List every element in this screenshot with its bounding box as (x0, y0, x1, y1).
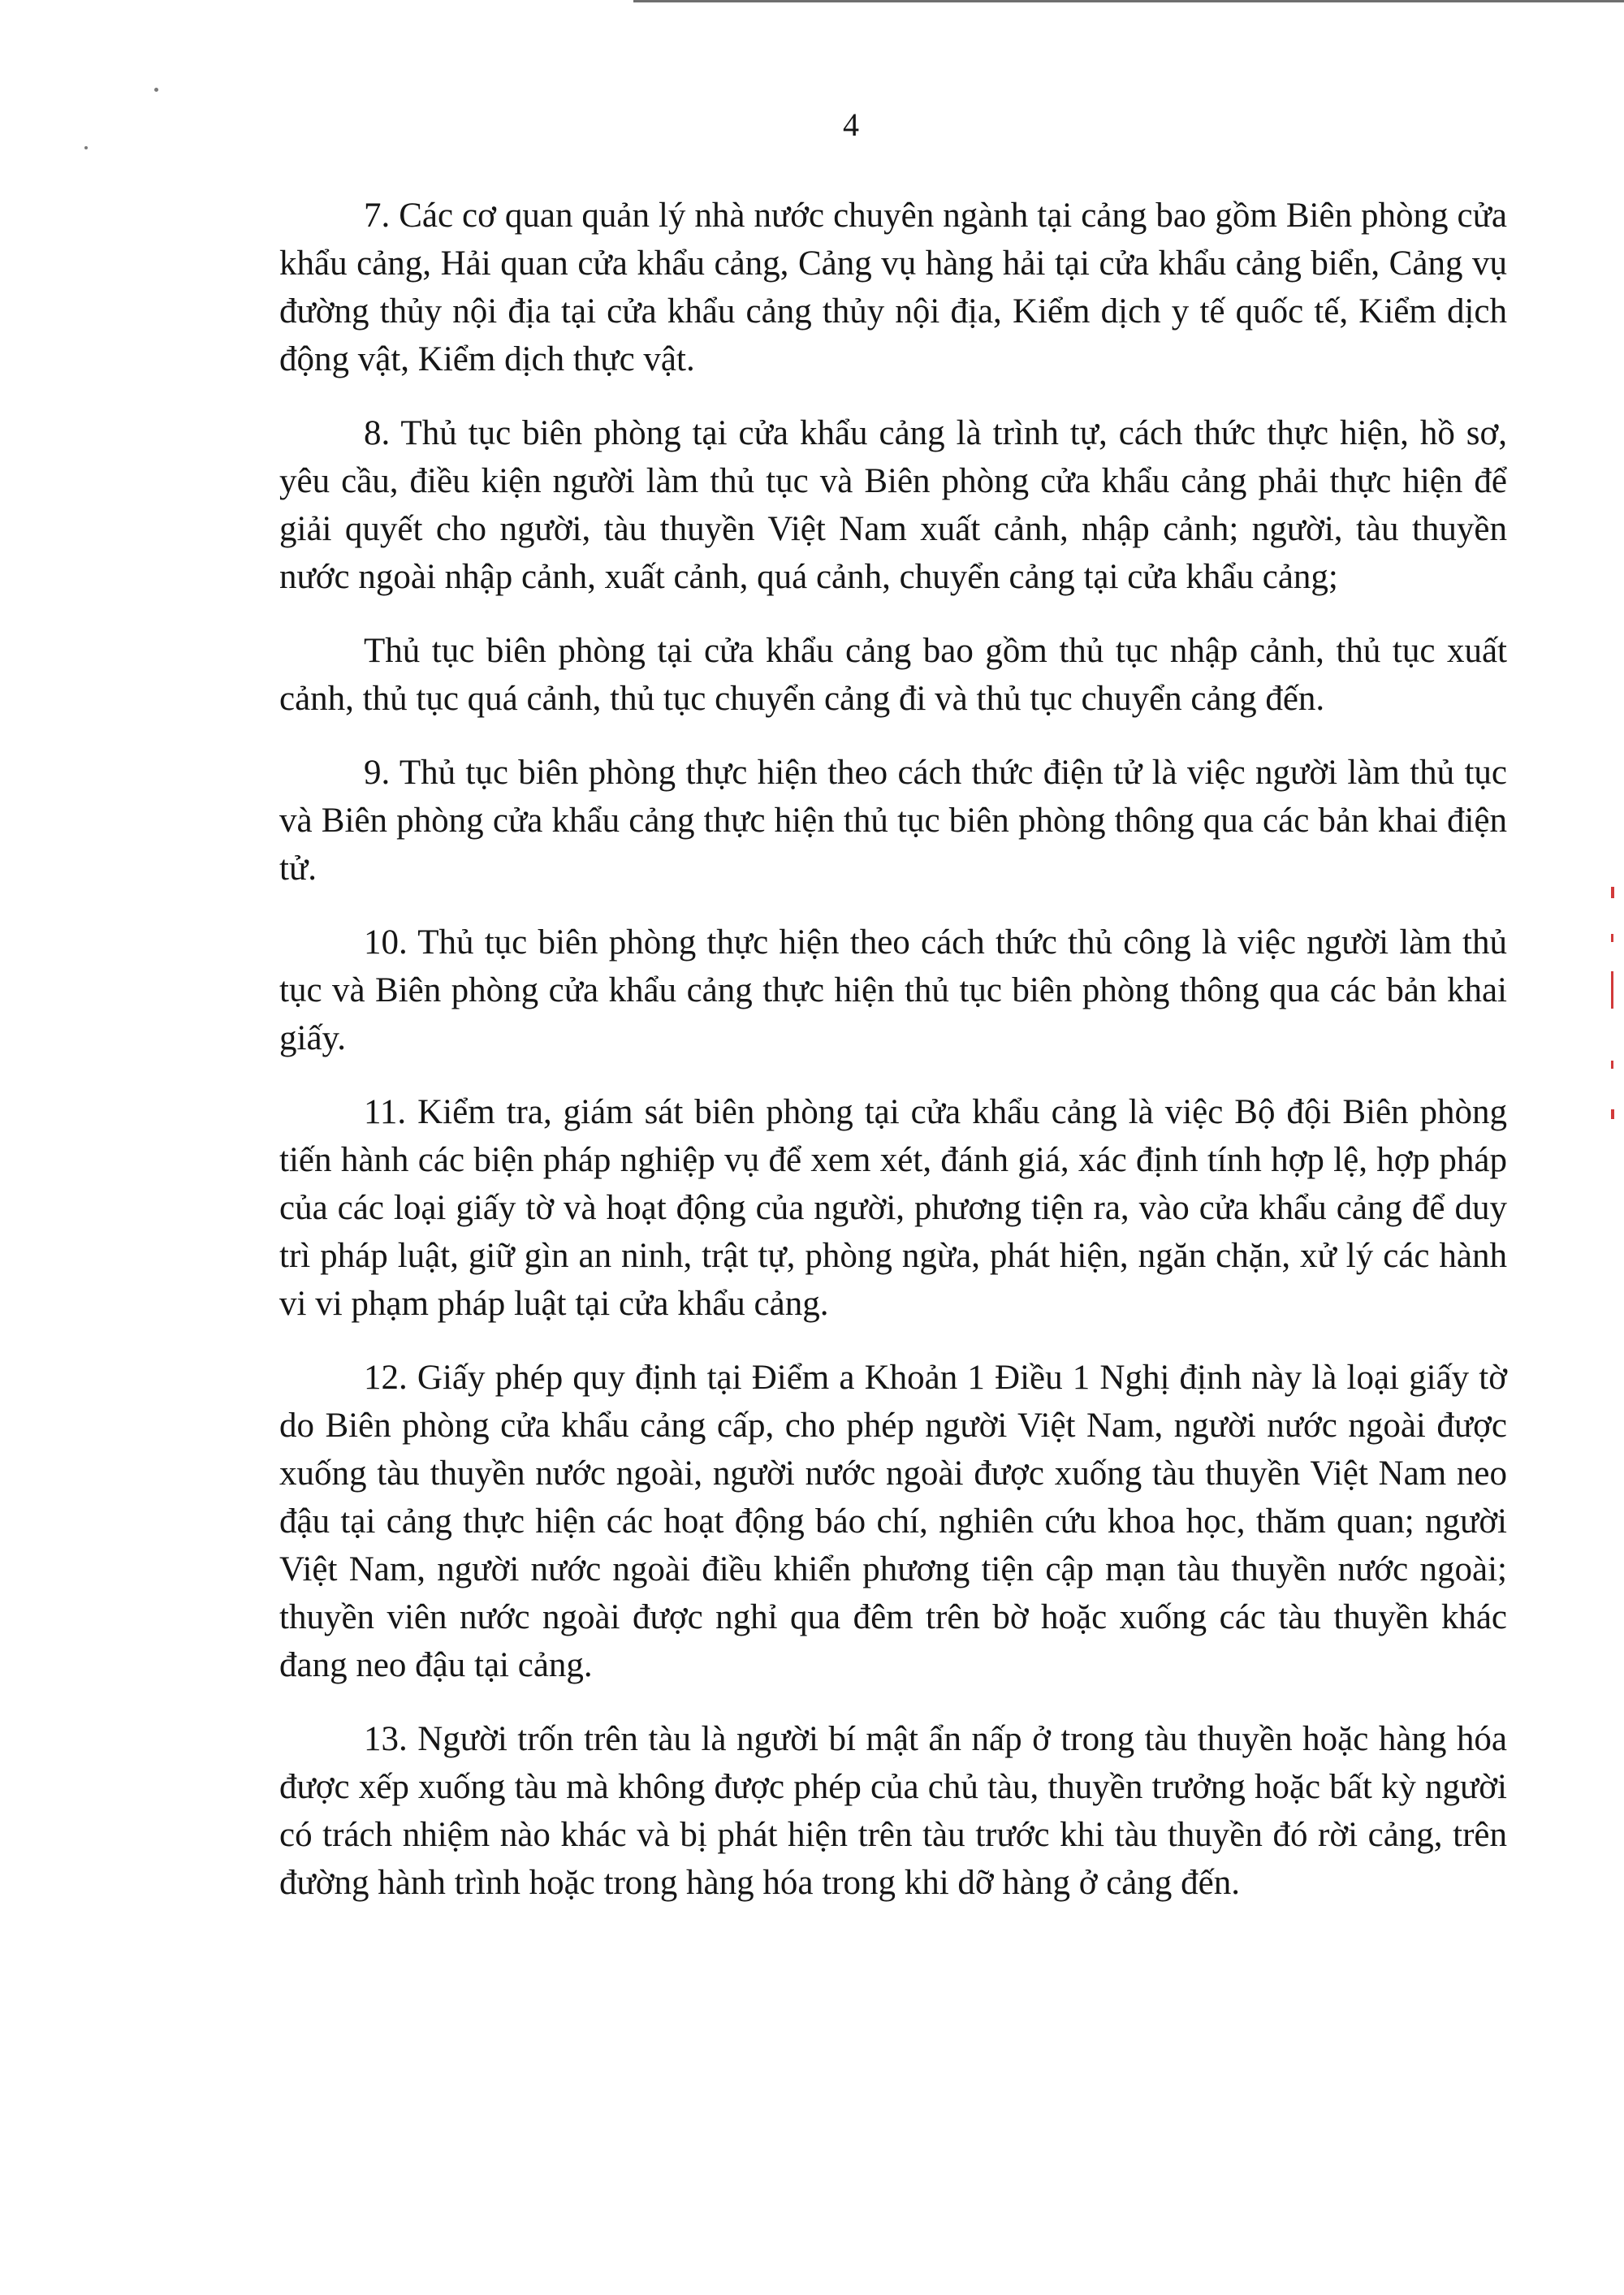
paragraph-8: 8. Thủ tục biên phòng tại cửa khẩu cảng là trình tự, cách thức thực hiện, hồ sơ, yêu cầu, điều kiện người làm thủ tục và Biên phòng cửa khẩu cảng phải thực hiện để giải quyết cho người, tàu thuyền Việt Nam xuất cảnh, nhập cảnh; người, tàu thuyền nước ngoài nhập cảnh, xuất cảnh, quá cảnh, chuyển cảng tại cửa khẩu cảng; (279, 414, 1507, 596)
scan-top-edge (633, 0, 1624, 2)
paragraph-12: 12. Giấy phép quy định tại Điểm a Khoản 1 Điều 1 Nghị định này là loại giấy tờ do Biên phòng cửa khẩu cảng cấp, cho phép người Việt Nam, người nước ngoài được xuống tàu thuyền nước ngoài, người nước ngoài được xuống tàu thuyền Việt Nam neo đậu tại cảng thực hiện các hoạt động báo chí, nghiên cứu khoa học, thăm quan; người Việt Nam, người nước ngoài điều khiển phương tiện cập mạn tàu thuyền nước ngoài; thuyền viên nước ngoài được nghỉ qua đêm trên bờ hoặc xuống các tàu thuyền khác đang neo đậu tại cảng. (279, 1359, 1507, 1684)
scan-speck (84, 146, 88, 149)
paragraph-13: 13. Người trốn trên tàu là người bí mật ẩn nấp ở trong tàu thuyền hoặc hàng hóa được xếp xuống tàu mà không được phép của chủ tàu, thuyền trưởng hoặc bất kỳ người có trách nhiệm nào khác và bị phát hiện trên tàu trước khi tàu thuyền đó rời cảng, trên đường hành trình hoặc trong hàng hóa trong khi dỡ hàng ở cảng đến. (279, 1720, 1507, 1902)
paragraph-10: 10. Thủ tục biên phòng thực hiện theo cách thức thủ công là việc người làm thủ tục và Biên phòng cửa khẩu cảng thực hiện thủ tục biên phòng thông qua các bản khai giấy. (279, 923, 1507, 1057)
document-body (279, 192, 1507, 1933)
margin-mark (1611, 1109, 1614, 1119)
margin-mark (1611, 887, 1614, 898)
margin-mark (1611, 1061, 1613, 1069)
paragraph-11: 11. Kiểm tra, giám sát biên phòng tại cửa khẩu cảng là việc Bộ đội Biên phòng tiến hành các biện pháp nghiệp vụ để xem xét, đánh giá, xác định tính hợp lệ, hợp pháp của các loại giấy tờ và hoạt động của người, phương tiện ra, vào cửa khẩu cảng để duy trì pháp luật, giữ gìn an ninh, trật tự, phòng ngừa, phát hiện, ngăn chặn, xử lý các hành vi vi phạm pháp luật tại cửa khẩu cảng. (279, 1093, 1507, 1323)
page-number: 4 (843, 106, 859, 143)
paragraph-8-continued: Thủ tục biên phòng tại cửa khẩu cảng bao gồm thủ tục nhập cảnh, thủ tục xuất cảnh, thủ tục quá cảnh, thủ tục chuyển cảng đi và thủ tục chuyển cảng đến. (279, 632, 1507, 718)
paragraph-9: 9. Thủ tục biên phòng thực hiện theo cách thức điện tử là việc người làm thủ tục và Biên phòng cửa khẩu cảng thực hiện thủ tục biên phòng thông qua các bản khai điện tử. (279, 754, 1507, 888)
scan-speck (154, 88, 158, 92)
margin-mark (1611, 971, 1613, 1009)
paragraph-7: 7. Các cơ quan quản lý nhà nước chuyên ngành tại cảng bao gồm Biên phòng cửa khẩu cảng, Hải quan cửa khẩu cảng, Cảng vụ hàng hải tại cửa khẩu cảng biển, Cảng vụ đường thủy nội địa tại cửa khẩu cảng thủy nội địa, Kiểm dịch y tế quốc tế, Kiểm dịch động vật, Kiểm dịch thực vật. (279, 197, 1507, 378)
margin-mark (1611, 934, 1613, 942)
